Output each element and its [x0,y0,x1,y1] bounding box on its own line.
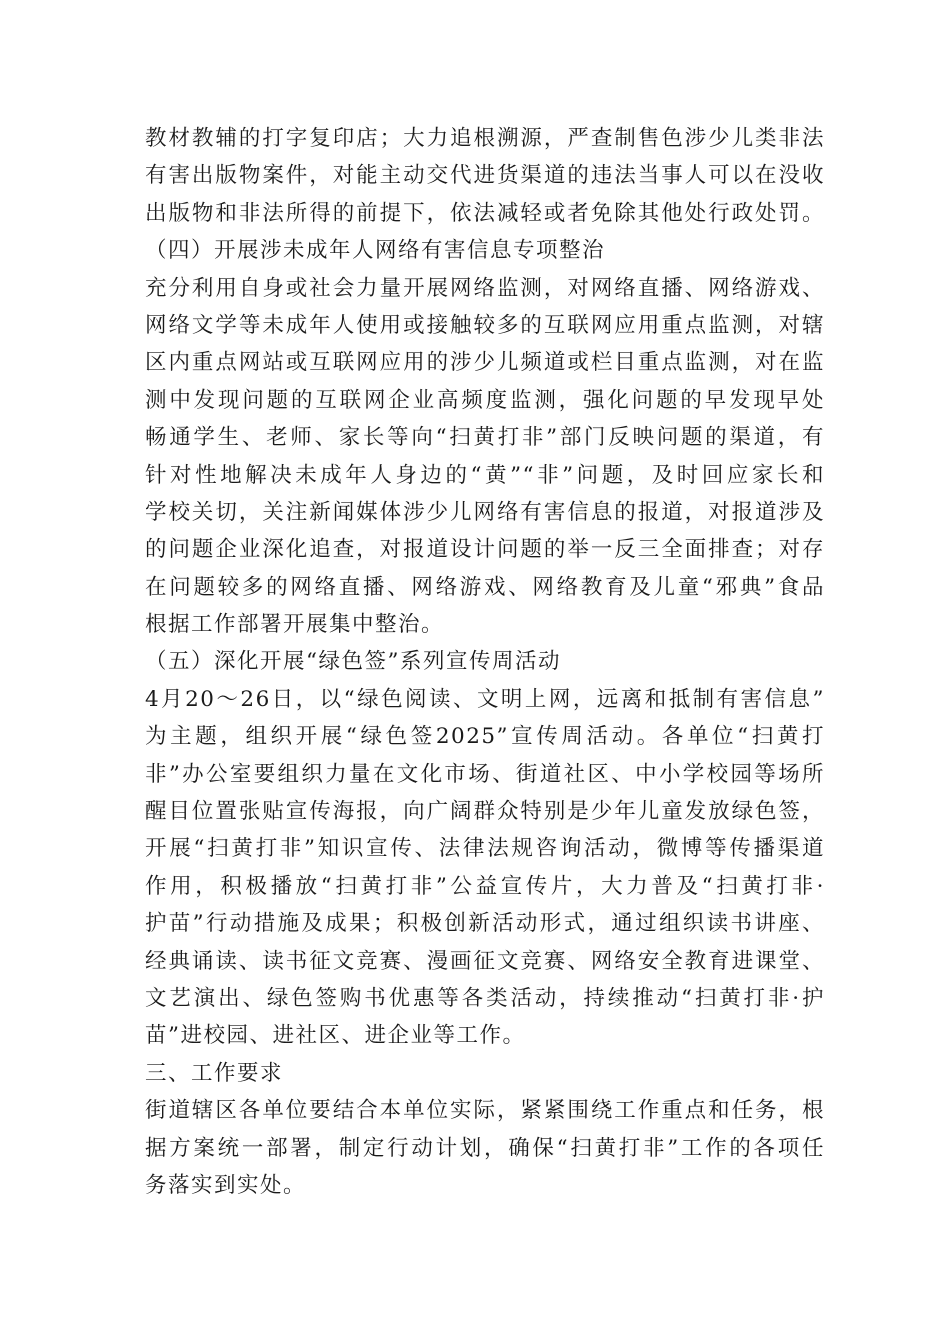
text-line: 教材教辅的打字复印店；大力追根溯源，严查制售色涉少儿类非法 [145,126,825,151]
text-line: 网络文学等未成年人使用或接触较多的互联网应用重点监测，对辖 [145,312,825,338]
text-line: 务落实到实处。 [145,1172,307,1198]
text-line: 畅通学生、老师、家长等向“扫黄打非”部门反映问题的渠道，有 [145,425,825,451]
text-line: 出版物和非法所得的前提下，依法减轻或者免除其他处行政处罚。 [145,200,825,226]
text-line: 根据工作部署开展集中整治。 [145,612,445,638]
text-line: 街道辖区各单位要结合本单位实际，紧紧围绕工作重点和任务，根 [145,1098,825,1124]
text-line: 针对性地解决未成年人身边的“黄”“非”问题，及时回应家长和 [145,462,825,488]
text-line: 经典诵读、读书征文竞赛、漫画征文竞赛、网络安全教育进课堂、 [145,948,825,974]
text-line: 作用，积极播放“扫黄打非”公益宣传片，大力普及“扫黄打非· [145,873,825,899]
text-line: （四）开展涉未成年人网络有害信息专项整治 [145,238,606,264]
text-line: 开展“扫黄打非”知识宣传、法律法规咨询活动，微博等传播渠道 [145,836,825,862]
text-line: 学校关切，关注新闻媒体涉少儿网络有害信息的报道，对报道涉及 [145,499,825,525]
text-line: 充分利用自身或社会力量开展网络监测，对网络直播、网络游戏、 [145,275,825,301]
text-line: 醒目位置张贴宣传海报，向广阔群众特别是少年儿童发放绿色签， [145,799,825,825]
text-line: （五）深化开展“绿色签”系列宣传周活动 [145,649,561,675]
text-line: 有害出版物案件，对能主动交代进货渠道的违法当事人可以在没收 [145,163,825,189]
text-line: 在问题较多的网络直播、网络游戏、网络教育及儿童“邪典”食品 [145,574,825,600]
text-line: 文艺演出、绿色签购书优惠等各类活动，持续推动“扫黄打非·护 [145,985,825,1011]
text-line: 为主题，组织开展“绿色签2025”宣传周活动。各单位“扫黄打 [145,724,825,750]
text-line: 区内重点网站或互联网应用的涉少儿频道或栏目重点监测，对在监 [145,350,825,376]
document-body [145,120,825,1204]
text-line: 非”办公室要组织力量在文化市场、街道社区、中小学校园等场所 [145,761,825,787]
text-line: 苗”进校园、进社区、进企业等工作。 [145,1023,526,1049]
text-line: 护苗”行动措施及成果；积极创新活动形式，通过组织读书讲座、 [145,911,825,937]
text-line: 三、工作要求 [145,1060,284,1086]
text-line: 据方案统一部署，制定行动计划，确保“扫黄打非”工作的各项任 [145,1135,825,1161]
text-line: 的问题企业深化追查，对报道设计问题的举一反三全面排查；对存 [145,537,825,563]
text-line: 测中发现问题的互联网企业高频度监测，强化问题的早发现早处 [145,387,825,413]
text-line: 4月20～26日，以“绿色阅读、文明上网，远离和抵制有害信息” [145,686,825,712]
